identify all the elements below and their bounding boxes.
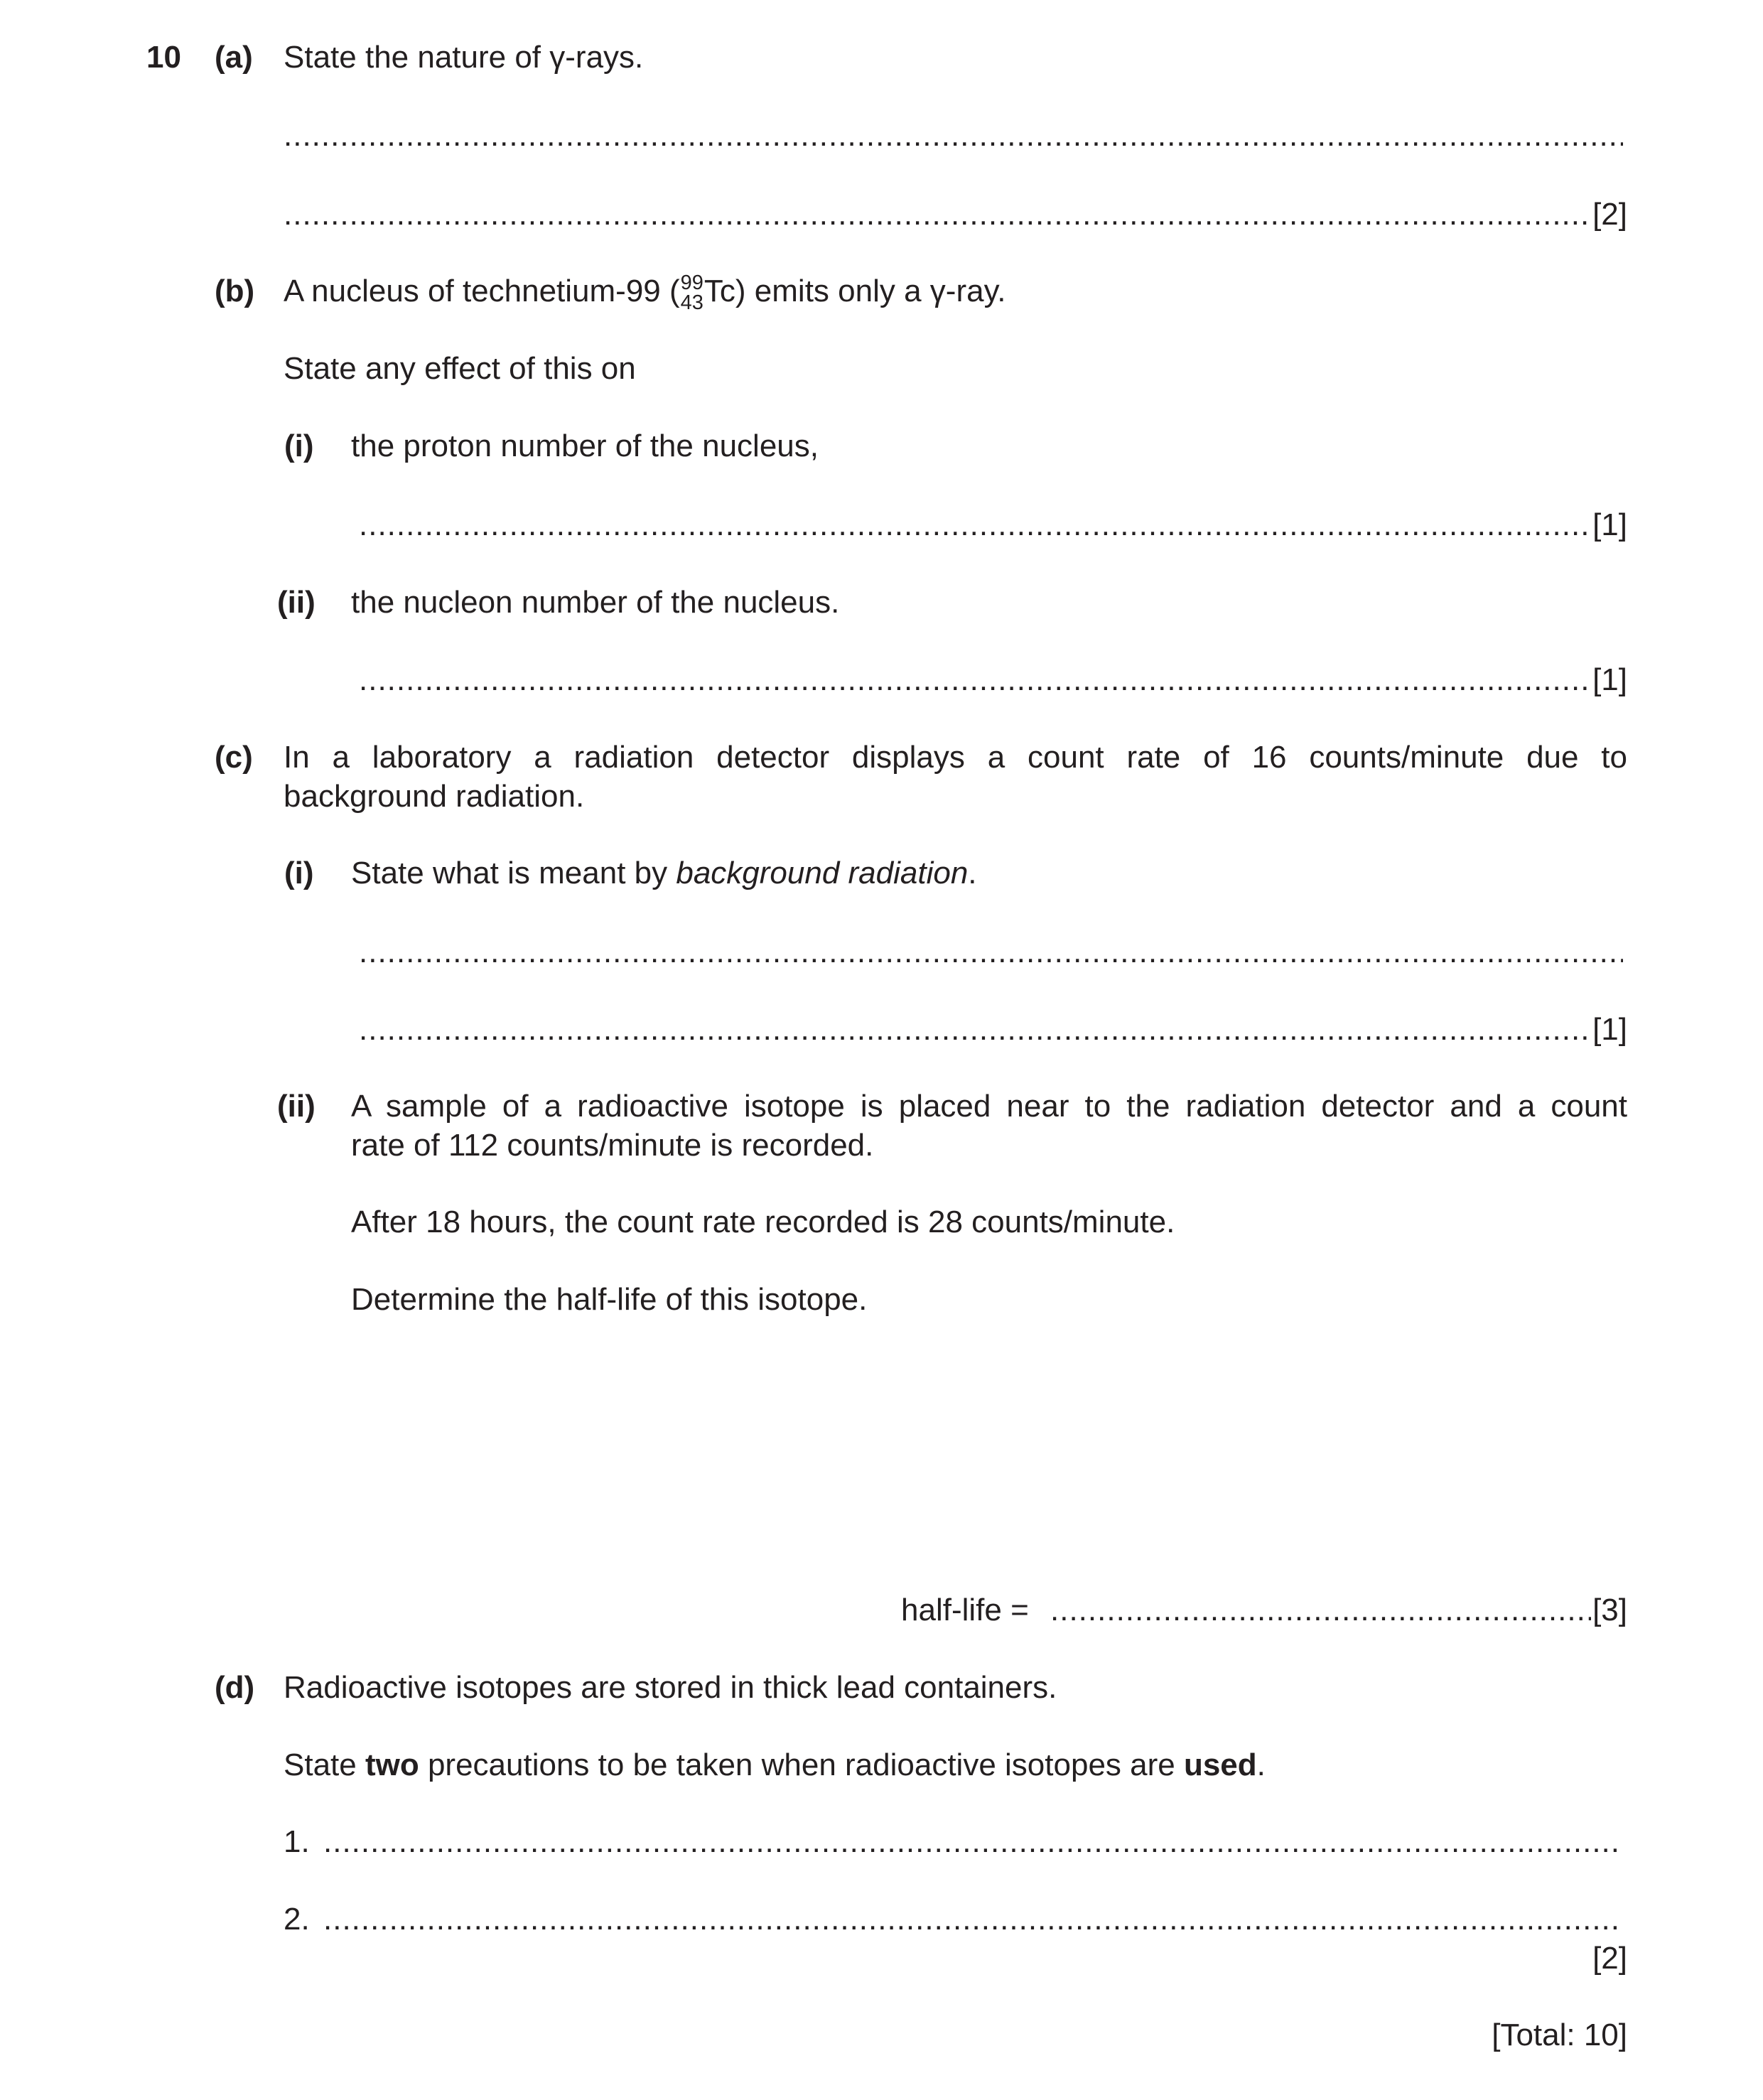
part-c-label: (c) xyxy=(215,740,253,775)
answer-line-half-life[interactable] xyxy=(1050,1592,1591,1629)
answer-line-c-i-2[interactable] xyxy=(359,1011,1591,1048)
part-c-ii-para-3: Determine the half-life of this isotope. xyxy=(351,1282,868,1317)
part-c-ii-line-1: A sample of a radioactive isotope is placed near to the radiation detector and a count xyxy=(351,1089,1627,1124)
total-marks: [Total: 10] xyxy=(1492,2018,1627,2052)
part-c-ii-label: (ii) xyxy=(277,1089,316,1124)
part-a-question: State the nature of γ-rays. xyxy=(284,40,644,75)
question-number: 10 xyxy=(146,40,181,75)
answer-line-d-2[interactable] xyxy=(323,1901,1623,1938)
mark-a: [2] xyxy=(1592,197,1627,232)
part-c-i-label: (i) xyxy=(284,856,314,890)
part-b-ii-question: the nucleon number of the nucleus. xyxy=(351,585,840,620)
part-c-i-question: State what is meant by background radiation. xyxy=(351,856,977,890)
mark-d: [2] xyxy=(1592,1941,1627,1976)
nuclide-notation: 99 43 xyxy=(680,271,703,315)
part-b-i-question: the proton number of the nucleus, xyxy=(351,429,819,463)
precaution-1-number: 1. xyxy=(284,1824,310,1859)
part-d-question: State two precautions to be taken when radioactive isotopes are used. xyxy=(284,1748,1266,1782)
precaution-2-number: 2. xyxy=(284,1902,310,1937)
part-b-i-label: (i) xyxy=(284,429,314,463)
answer-line-a-2[interactable] xyxy=(284,196,1591,233)
part-c-line-2: background radiation. xyxy=(284,779,585,814)
part-b-ii-label: (ii) xyxy=(277,585,316,620)
part-d-text: Radioactive isotopes are stored in thick lead containers. xyxy=(284,1670,1057,1705)
answer-line-b-i[interactable] xyxy=(359,507,1591,544)
mark-b-ii: [1] xyxy=(1592,662,1627,697)
mark-c-ii: [3] xyxy=(1592,1593,1627,1627)
part-d-label: (d) xyxy=(215,1670,255,1705)
mark-c-i: [1] xyxy=(1592,1012,1627,1047)
answer-line-c-i-1[interactable] xyxy=(359,934,1623,971)
answer-line-b-ii[interactable] xyxy=(359,662,1591,699)
part-c-ii-para-2: After 18 hours, the count rate recorded is 28 counts/minute. xyxy=(351,1205,1175,1239)
part-b-stem: State any effect of this on xyxy=(284,351,636,386)
half-life-answer-label: half-life = xyxy=(901,1593,1029,1627)
mark-b-i: [1] xyxy=(1592,507,1627,542)
answer-line-d-1[interactable] xyxy=(323,1824,1623,1861)
part-b-question: A nucleus of technetium-99 ( 99 43 Tc) emits only a γ-ray. xyxy=(284,271,1006,315)
part-a-label: (a) xyxy=(215,40,253,75)
part-b-label: (b) xyxy=(215,274,255,308)
part-c-ii-line-2: rate of 112 counts/minute is recorded. xyxy=(351,1128,874,1163)
part-c-line-1: In a laboratory a radiation detector displays a count rate of 16 counts/minute due to xyxy=(284,740,1627,775)
answer-line-a-1[interactable] xyxy=(284,117,1623,154)
